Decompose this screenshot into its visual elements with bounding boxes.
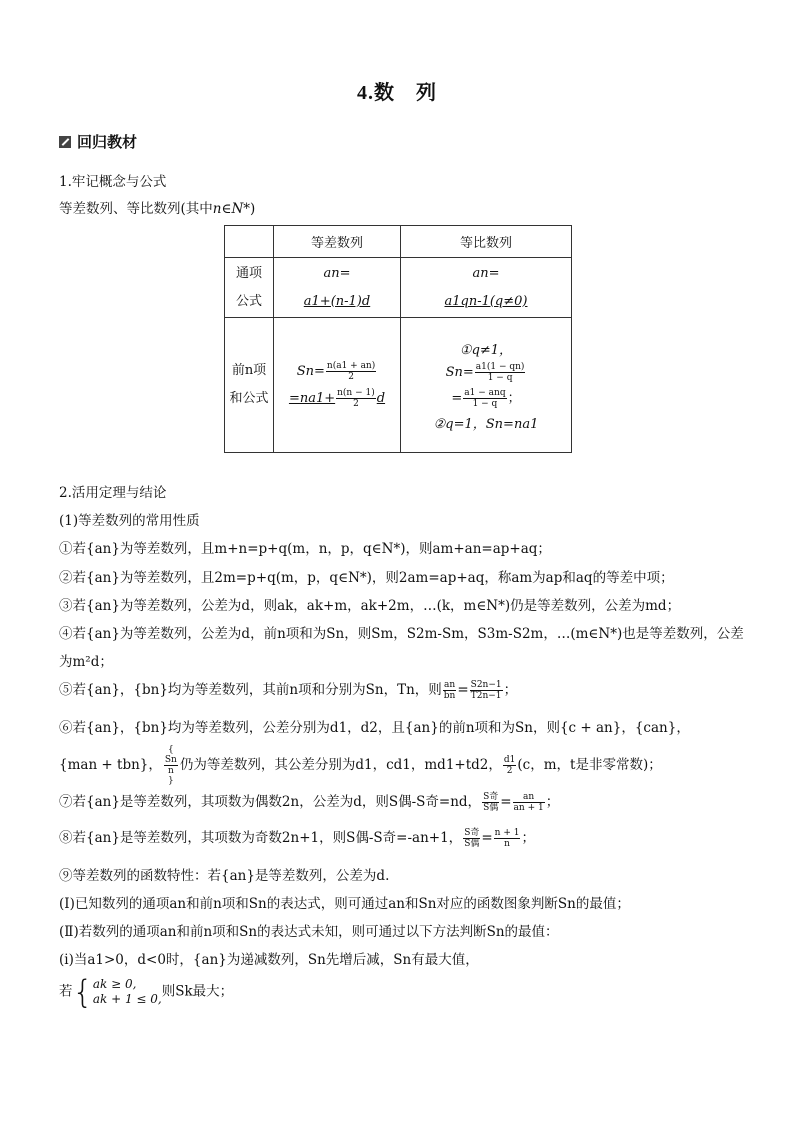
page-title: 4.数 列 xyxy=(357,82,437,104)
list-item: ⑥若{an}，{bn}均为等差数列，公差分别为d1，d2，且{an}的前n项和为Sn，则{c + an}，{can}， xyxy=(59,720,690,736)
list-item: 为m²d； xyxy=(59,654,113,670)
row-label-sum: 前n项 和公式 xyxy=(225,318,274,453)
section-label: 回归教材 xyxy=(77,133,138,151)
geo-general-term: an= a1qn-1(q≠0) xyxy=(401,258,572,318)
part2-sub1: (1)等差数列的常用性质 xyxy=(59,513,200,529)
arith-general-term: an= a1+(n-1)d xyxy=(274,258,401,318)
table-header-geo: 等比数列 xyxy=(401,226,572,258)
arith-sum-formula: Sn= $\frac{n(a1 + an)}{2}$ =na1+ $\frac{n(n - 1)}{2}$ d xyxy=(274,318,401,453)
list-item: {man + tbn}，{ Sn n }仍为等差数列，其公差分别为d1，cd1，md1+td2， $\frac{d1}{2}$ (c，m，t是非零常数)； xyxy=(59,745,662,786)
brace-glyph: { xyxy=(72,973,93,1011)
list-item: ②若{an}为等差数列，且2m=p+q(m，p，q∈N*)，则2am=ap+aq，称am为ap和aq的等差中项； xyxy=(59,570,674,586)
section-heading xyxy=(59,131,137,152)
edit-square-icon xyxy=(59,136,71,148)
list-item: ⑦若{an}是等差数列，其项数为偶数2n，公差为d，则S偶-S奇=nd， $\frac{\text{S奇}}{\text{S偶}}$ = $\frac{an}{an + 1}$ ； xyxy=(59,792,560,813)
list-item-condition: 若{ ak ≥ 0, ak + 1 ≤ 0, 则Sk最大； xyxy=(59,973,234,1011)
list-item: ⑤若{an}，{bn}均为等差数列，其前n项和分别为Sn，Tn，则 $\frac{an}{bn}$ = $\frac{S2n-1}{T2n-1}$ ； xyxy=(59,680,518,701)
list-item: ⑧若{an}是等差数列，其项数为奇数2n+1，则S偶-S奇=-an+1， $\frac{\text{S奇}}{\text{S偶}}$ = $\frac{n + 1}{n}$ ； xyxy=(59,828,535,849)
list-item: ①若{an}为等差数列，且m+n=p+q(m，n，p，q∈N*)，则am+an=ap+aq； xyxy=(59,541,551,557)
part1-heading: 1.牢记概念与公式 xyxy=(59,174,167,190)
list-item: ③若{an}为等差数列，公差为d，则ak，ak+m，ak+2m，…(k，m∈N*)仍是等差数列，公差为md； xyxy=(59,598,681,614)
list-item: (Ⅰ)已知数列的通项an和前n项和Sn的表达式，则可通过an和Sn对应的函数图象判断Sn的最值； xyxy=(59,896,630,912)
list-item: ④若{an}为等差数列，公差为d，前n项和为Sn，则Sm，S2m-Sm，S3m-S2m，…(m∈N*)也是等差数列，公差 xyxy=(59,626,744,642)
list-item: (ⅰ)当a1>0，d<0时，{an}为递减数列，Sn先增后减，Sn有最大值， xyxy=(59,952,479,968)
list-item: (Ⅱ)若数列的通项an和前n项和Sn的表达式未知，则可通过以下方法判断Sn的最值： xyxy=(59,924,559,940)
geo-sum-formula: ①q≠1， Sn= $\frac{a1(1 - qn)}{1 - q}$ = $\frac{\text{a1 − anq}}{1 - q}$ ； ②q=1，Sn=na1 xyxy=(401,318,572,453)
formula-table xyxy=(224,225,572,453)
list-item: ⑨等差数列的函数特性：若{an}是等差数列，公差为d. xyxy=(59,868,390,884)
table-header-arith: 等差数列 xyxy=(274,226,401,258)
table-corner xyxy=(225,226,274,258)
part2-heading: 2.活用定理与结论 xyxy=(59,485,167,501)
row-label-general: 通项 公式 xyxy=(225,258,274,318)
part1-intro: 等差数列、等比数列(其中n∈N*) xyxy=(59,201,256,217)
